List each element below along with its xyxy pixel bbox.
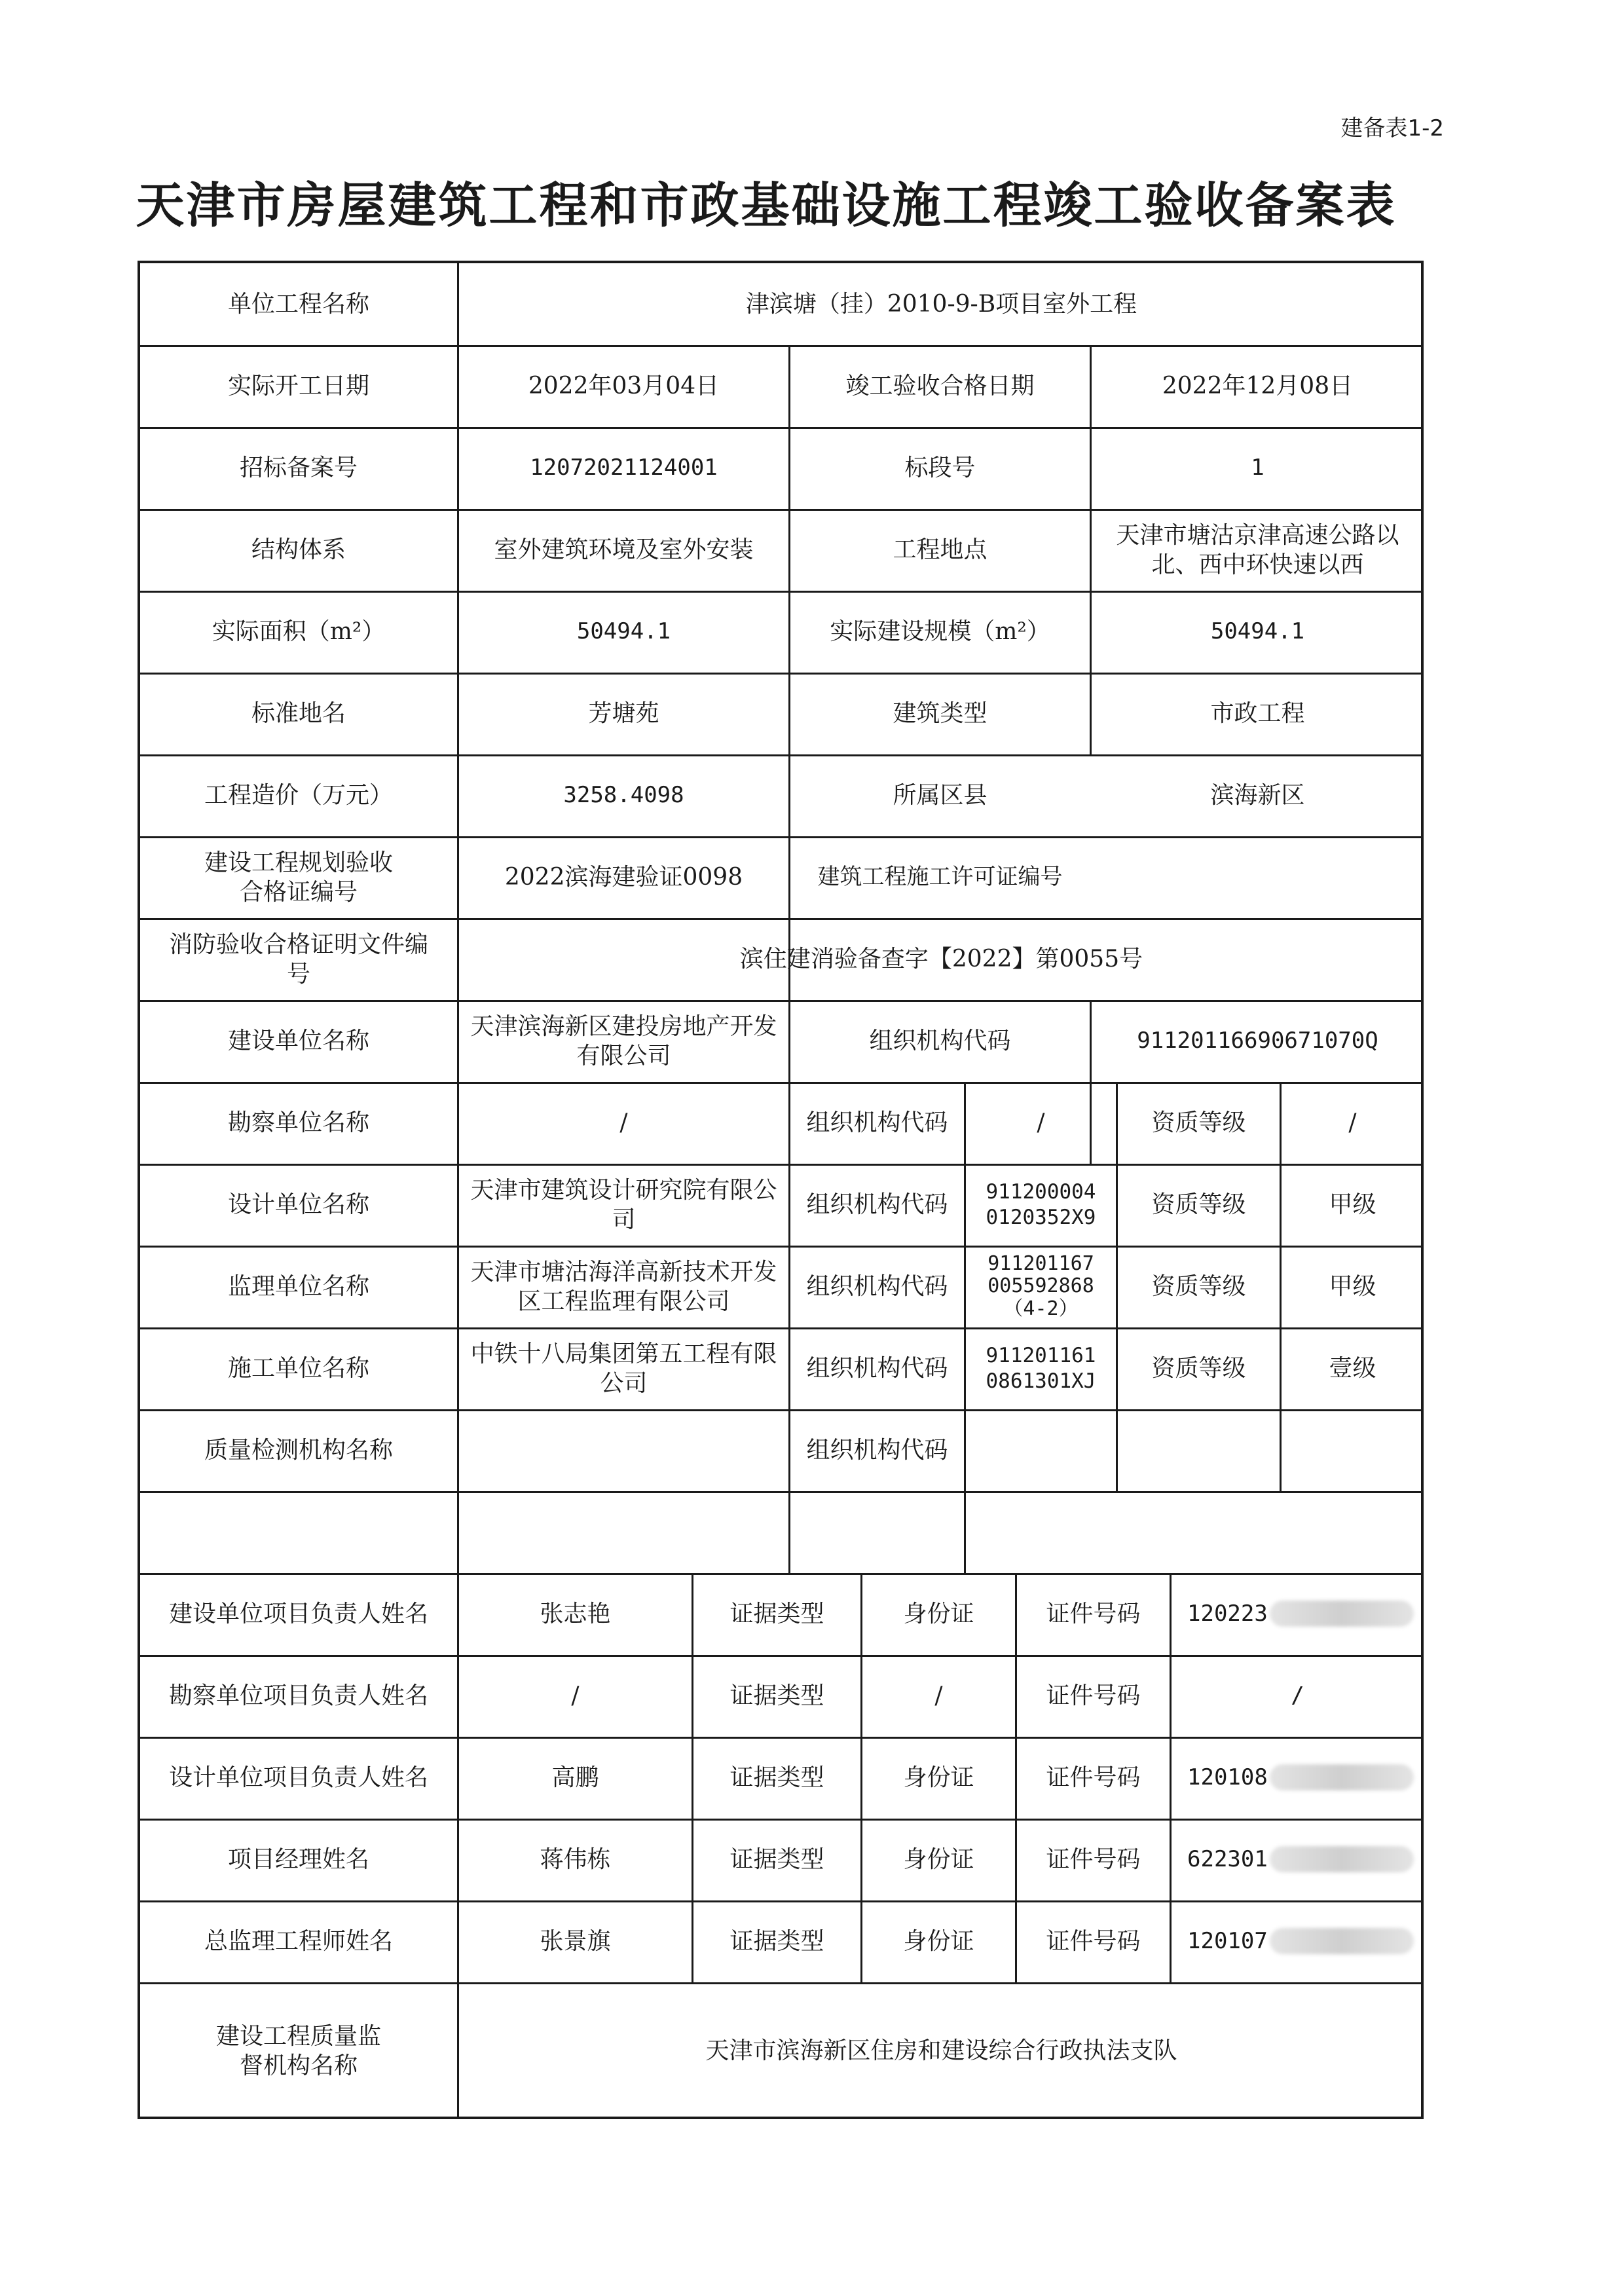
survey: / xyxy=(619,1109,628,1136)
fire: 滨住建消验备查字【2022】第0055号 xyxy=(739,946,1143,972)
id-type-label: 证据类型 xyxy=(729,1928,824,1955)
start-date-label: 实际开工日期 xyxy=(227,373,369,399)
plan-cert: 2022滨海建验证0098 xyxy=(504,864,743,891)
form-title: 天津市房屋建筑工程和市政基础设施工程竣工验收备案表 xyxy=(136,177,1397,234)
design-label: 设计单位名称 xyxy=(227,1191,369,1218)
id-no-label: 证件号码 xyxy=(1046,1682,1141,1709)
builder-label: 建设单位名称 xyxy=(227,1028,369,1054)
construct-code-label: 组织机构代码 xyxy=(806,1355,948,1382)
structure-label: 结构体系 xyxy=(251,536,346,563)
person-role-label: 设计单位项目负责人姓名 xyxy=(168,1764,428,1791)
person-name: / xyxy=(571,1682,580,1709)
id-no: 120107 xyxy=(1187,1928,1268,1955)
survey-qual: / xyxy=(1348,1109,1357,1136)
person-name: 张志艳 xyxy=(540,1601,611,1627)
supervise-code: 911201167 005592868 （4-2） xyxy=(987,1251,1094,1320)
person-name: 张景旗 xyxy=(540,1928,611,1955)
id-no-label: 证件号码 xyxy=(1046,1601,1141,1627)
builder-code: 91120116690671070Q xyxy=(1137,1028,1378,1054)
design-code-label: 组织机构代码 xyxy=(806,1191,948,1218)
form-code: 建备表1-2 xyxy=(1340,115,1444,141)
construct-qual: 壹级 xyxy=(1329,1355,1376,1382)
start-date: 2022年03月04日 xyxy=(528,373,720,399)
builder: 天津滨海新区建投房地产开发有限公司 xyxy=(470,1012,777,1069)
build-type: 市政工程 xyxy=(1210,700,1305,727)
area: 50494.1 xyxy=(576,618,671,645)
build-type-label: 建筑类型 xyxy=(893,700,987,727)
id-type: 身份证 xyxy=(903,1846,974,1873)
survey-code: / xyxy=(1037,1109,1045,1136)
person-role-label: 建设单位项目负责人姓名 xyxy=(168,1601,428,1627)
design-qual: 甲级 xyxy=(1329,1191,1376,1218)
design-code: 911200004 0120352X9 xyxy=(986,1179,1096,1229)
design: 天津市建筑设计研究院有限公司 xyxy=(470,1176,777,1233)
id-no-label: 证件号码 xyxy=(1046,1846,1141,1873)
person-name: 高鹏 xyxy=(551,1764,599,1791)
id-no-label: 证件号码 xyxy=(1046,1764,1141,1791)
bid-no: 12072021124001 xyxy=(530,454,718,481)
section: 1 xyxy=(1251,454,1264,481)
project-name-label: 单位工程名称 xyxy=(227,291,369,318)
accept-date-label: 竣工验收合格日期 xyxy=(845,373,1035,399)
district-label: 所属区县 xyxy=(893,782,987,809)
id-type-label: 证据类型 xyxy=(729,1682,824,1709)
scale: 50494.1 xyxy=(1210,618,1305,645)
cost-label: 工程造价（万元） xyxy=(204,782,393,809)
id-no: 120223 xyxy=(1187,1601,1268,1627)
test-label: 质量检测机构名称 xyxy=(204,1437,393,1464)
person-name: 蒋伟栋 xyxy=(540,1846,611,1873)
supervise-qual-label: 资质等级 xyxy=(1151,1273,1246,1300)
construct-qual-label: 资质等级 xyxy=(1151,1355,1246,1382)
id-no: / xyxy=(1291,1682,1304,1709)
supervise-label: 监理单位名称 xyxy=(227,1273,369,1300)
bid-no-label: 招标备案号 xyxy=(239,454,358,481)
location-label: 工程地点 xyxy=(893,536,987,563)
section-label: 标段号 xyxy=(904,454,976,481)
survey-code-label: 组织机构代码 xyxy=(806,1109,948,1136)
plan-cert-label: 建设工程规划验收合格证编号 xyxy=(204,849,393,906)
supervise: 天津市塘沽海洋高新技术开发区工程监理有限公司 xyxy=(470,1258,777,1315)
person-role-label: 总监理工程师姓名 xyxy=(204,1928,393,1955)
supervision-label: 建设工程质量监督机构名称 xyxy=(215,2022,381,2079)
fire-label: 消防验收合格证明文件编号 xyxy=(168,931,428,988)
construct-label: 施工单位名称 xyxy=(227,1355,369,1382)
id-no: 622301 xyxy=(1187,1846,1268,1873)
district: 滨海新区 xyxy=(1210,782,1305,809)
survey-label: 勘察单位名称 xyxy=(227,1109,369,1136)
test-code-label: 组织机构代码 xyxy=(806,1437,948,1464)
area-label: 实际面积（m²） xyxy=(212,618,386,645)
design-qual-label: 资质等级 xyxy=(1151,1191,1246,1218)
structure: 室外建筑环境及室外安装 xyxy=(494,536,754,563)
cost: 3258.4098 xyxy=(563,782,684,809)
id-type-label: 证据类型 xyxy=(729,1846,824,1873)
supervise-code-label: 组织机构代码 xyxy=(806,1273,948,1300)
id-type: 身份证 xyxy=(903,1601,974,1627)
permit-label: 建筑工程施工许可证编号 xyxy=(817,864,1063,891)
person-role-label: 勘察单位项目负责人姓名 xyxy=(168,1682,428,1709)
id-type-label: 证据类型 xyxy=(729,1601,824,1627)
location: 天津市塘沽京津高速公路以北、西中环快速以西 xyxy=(1116,521,1399,578)
construct: 中铁十八局集团第五工程有限公司 xyxy=(470,1340,777,1397)
scale-label: 实际建设规模（m²） xyxy=(830,618,1050,645)
survey-qual-label: 资质等级 xyxy=(1151,1109,1246,1136)
project-name: 津滨塘（挂）2010-9-B项目室外工程 xyxy=(745,291,1137,318)
id-no: 120108 xyxy=(1187,1764,1268,1791)
id-type: / xyxy=(934,1682,943,1709)
id-type: 身份证 xyxy=(903,1928,974,1955)
supervise-qual: 甲级 xyxy=(1329,1273,1376,1300)
record-table xyxy=(138,261,1424,2119)
supervision-value: 天津市滨海新区住房和建设综合行政执法支队 xyxy=(705,2037,1177,2064)
person-role-label: 项目经理姓名 xyxy=(227,1846,369,1873)
accept-date: 2022年12月08日 xyxy=(1162,373,1354,399)
id-type: 身份证 xyxy=(903,1764,974,1791)
construct-code: 911201161 0861301XJ xyxy=(986,1343,1096,1393)
id-no-label: 证件号码 xyxy=(1046,1928,1141,1955)
place-name: 芳塘苑 xyxy=(588,700,659,727)
builder-code-label: 组织机构代码 xyxy=(869,1028,1011,1054)
id-type-label: 证据类型 xyxy=(729,1764,824,1791)
place-name-label: 标准地名 xyxy=(251,700,346,727)
